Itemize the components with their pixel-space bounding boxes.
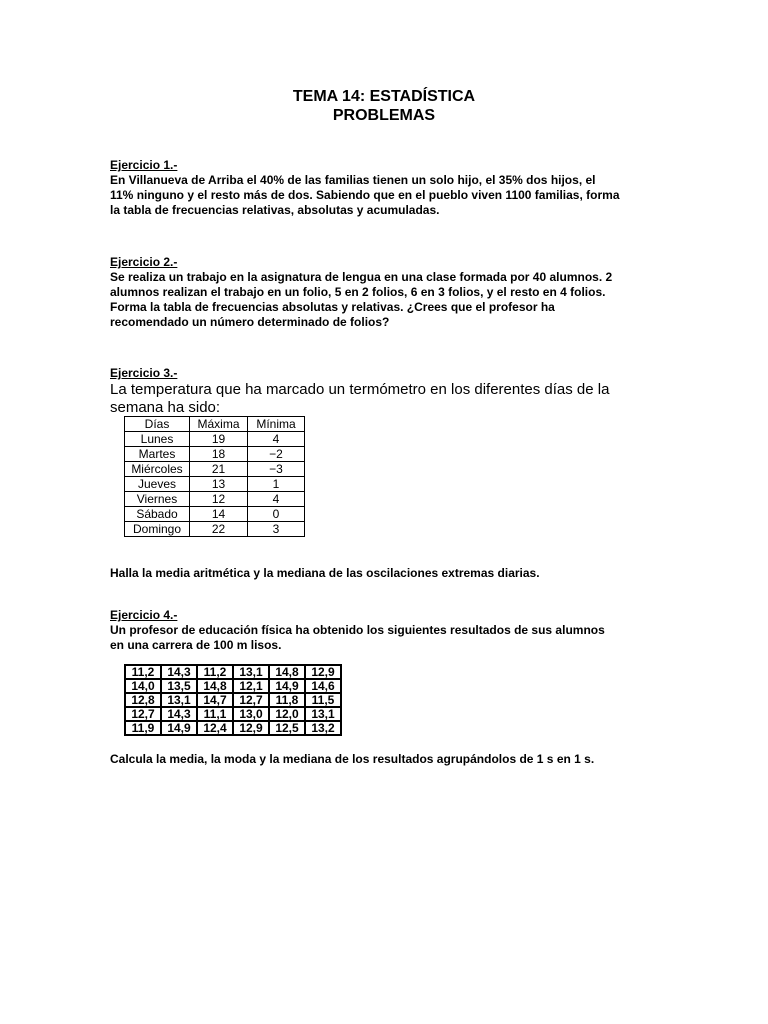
exercise-1-line: la tabla de frecuencias relativas, absolutas y acumuladas. — [110, 203, 440, 217]
table-cell: 13,0 — [233, 707, 269, 721]
table-row — [125, 447, 305, 462]
table-cell: 19 — [190, 432, 248, 447]
table-row — [125, 462, 305, 477]
exercise-2 — [110, 255, 670, 330]
table-cell: 13,1 — [305, 707, 341, 721]
temperature-table — [124, 416, 305, 537]
table-row — [125, 507, 305, 522]
table-cell: 14 — [190, 507, 248, 522]
table-cell: Lunes — [125, 432, 190, 447]
table-cell: Jueves — [125, 477, 190, 492]
exercise-3 — [110, 366, 670, 417]
exercise-4-line: en una carrera de 100 m lisos. — [110, 638, 282, 652]
exercise-3-intro-line: semana ha sido: — [110, 399, 221, 416]
table-cell: Sábado — [125, 507, 190, 522]
table-row — [125, 707, 341, 721]
table-cell: 12 — [190, 492, 248, 507]
exercise-2-line: recomendado un número determinado de folios? — [110, 315, 390, 329]
table-cell: 12,9 — [233, 721, 269, 735]
table-cell: 0 — [248, 507, 305, 522]
exercise-2-line: alumnos realizan el trabajo en un folio, 5 en 2 folios, 6 en 3 folios, y el resto en 4 folios. — [110, 285, 606, 299]
table-cell: 21 — [190, 462, 248, 477]
table-row — [125, 721, 341, 735]
table-cell: 13,5 — [161, 679, 197, 693]
table-cell: 11,5 — [305, 693, 341, 707]
exercise-4 — [110, 608, 670, 653]
exercise-1-line: 11% ninguno y el resto más de dos. Sabiendo que en el pueblo viven 1100 familias, forma — [110, 188, 620, 202]
table-row — [125, 492, 305, 507]
table-cell: 3 — [248, 522, 305, 537]
table-cell: 12,4 — [197, 721, 233, 735]
table-cell: 4 — [248, 432, 305, 447]
exercise-1-line: En Villanueva de Arriba el 40% de las familias tienen un solo hijo, el 35% dos hijos, el — [110, 173, 596, 187]
table-row — [125, 522, 305, 537]
table-row — [125, 693, 341, 707]
table-cell: 12,8 — [125, 693, 161, 707]
exercise-3-intro-line: La temperatura que ha marcado un termómetro en los diferentes días de la — [110, 381, 610, 398]
exercise-4-question: Calcula la media, la moda y la mediana de los resultados agrupándolos de 1 s en 1 s. — [110, 752, 595, 766]
column-header: Máxima — [190, 417, 248, 432]
table-cell: 11,2 — [197, 665, 233, 679]
table-cell: −3 — [248, 462, 305, 477]
table-cell: 14,3 — [161, 665, 197, 679]
table-cell: Domingo — [125, 522, 190, 537]
table-cell: 13,2 — [305, 721, 341, 735]
table-cell: Martes — [125, 447, 190, 462]
table-cell: 14,9 — [161, 721, 197, 735]
exercise-3-heading: Ejercicio 3.- — [110, 366, 178, 380]
table-cell: 14,8 — [269, 665, 305, 679]
table-cell: 12,5 — [269, 721, 305, 735]
table-cell: 22 — [190, 522, 248, 537]
table-cell: 12,9 — [305, 665, 341, 679]
exercise-3-question: Halla la media aritmética y la mediana de las oscilaciones extremas diarias. — [110, 566, 540, 580]
column-header: Días — [125, 417, 190, 432]
table-cell: 14,0 — [125, 679, 161, 693]
table-cell: 14,8 — [197, 679, 233, 693]
race-times-table — [124, 664, 342, 736]
table-cell: 14,6 — [305, 679, 341, 693]
table-cell: 11,9 — [125, 721, 161, 735]
table-cell: 18 — [190, 447, 248, 462]
table-cell: 14,7 — [197, 693, 233, 707]
table-cell: 12,7 — [125, 707, 161, 721]
table-cell: 11,1 — [197, 707, 233, 721]
table-cell: 11,2 — [125, 665, 161, 679]
table-row — [125, 432, 305, 447]
table-cell: Viernes — [125, 492, 190, 507]
exercise-4-heading: Ejercicio 4.- — [110, 608, 178, 622]
table-cell: 13,1 — [233, 665, 269, 679]
table-row — [125, 679, 341, 693]
exercise-2-heading: Ejercicio 2.- — [110, 255, 178, 269]
table-cell: 12,1 — [233, 679, 269, 693]
table-cell: 12,0 — [269, 707, 305, 721]
page-title: TEMA 14: ESTADÍSTICA — [292, 88, 476, 105]
table-cell: 13 — [190, 477, 248, 492]
page-subtitle: PROBLEMAS — [332, 107, 436, 124]
table-cell: 1 — [248, 477, 305, 492]
exercise-1-heading: Ejercicio 1.- — [110, 158, 178, 172]
column-header: Mínima — [248, 417, 305, 432]
exercise-1 — [110, 158, 670, 218]
exercise-4-line: Un profesor de educación física ha obtenido los siguientes resultados de sus alumnos — [110, 623, 605, 637]
exercise-2-line: Se realiza un trabajo en la asignatura de lengua en una clase formada por 40 alumnos. 2 — [110, 270, 613, 284]
table-cell: 14,3 — [161, 707, 197, 721]
table-cell: Miércoles — [125, 462, 190, 477]
table-cell: 14,9 — [269, 679, 305, 693]
table-cell: −2 — [248, 447, 305, 462]
table-cell: 11,8 — [269, 693, 305, 707]
table-header-row — [125, 417, 305, 432]
table-row — [125, 665, 341, 679]
table-row — [125, 477, 305, 492]
exercise-2-line: Forma la tabla de frecuencias absolutas y relativas. ¿Crees que el profesor ha — [110, 300, 555, 314]
table-cell: 4 — [248, 492, 305, 507]
table-cell: 13,1 — [161, 693, 197, 707]
table-cell: 12,7 — [233, 693, 269, 707]
